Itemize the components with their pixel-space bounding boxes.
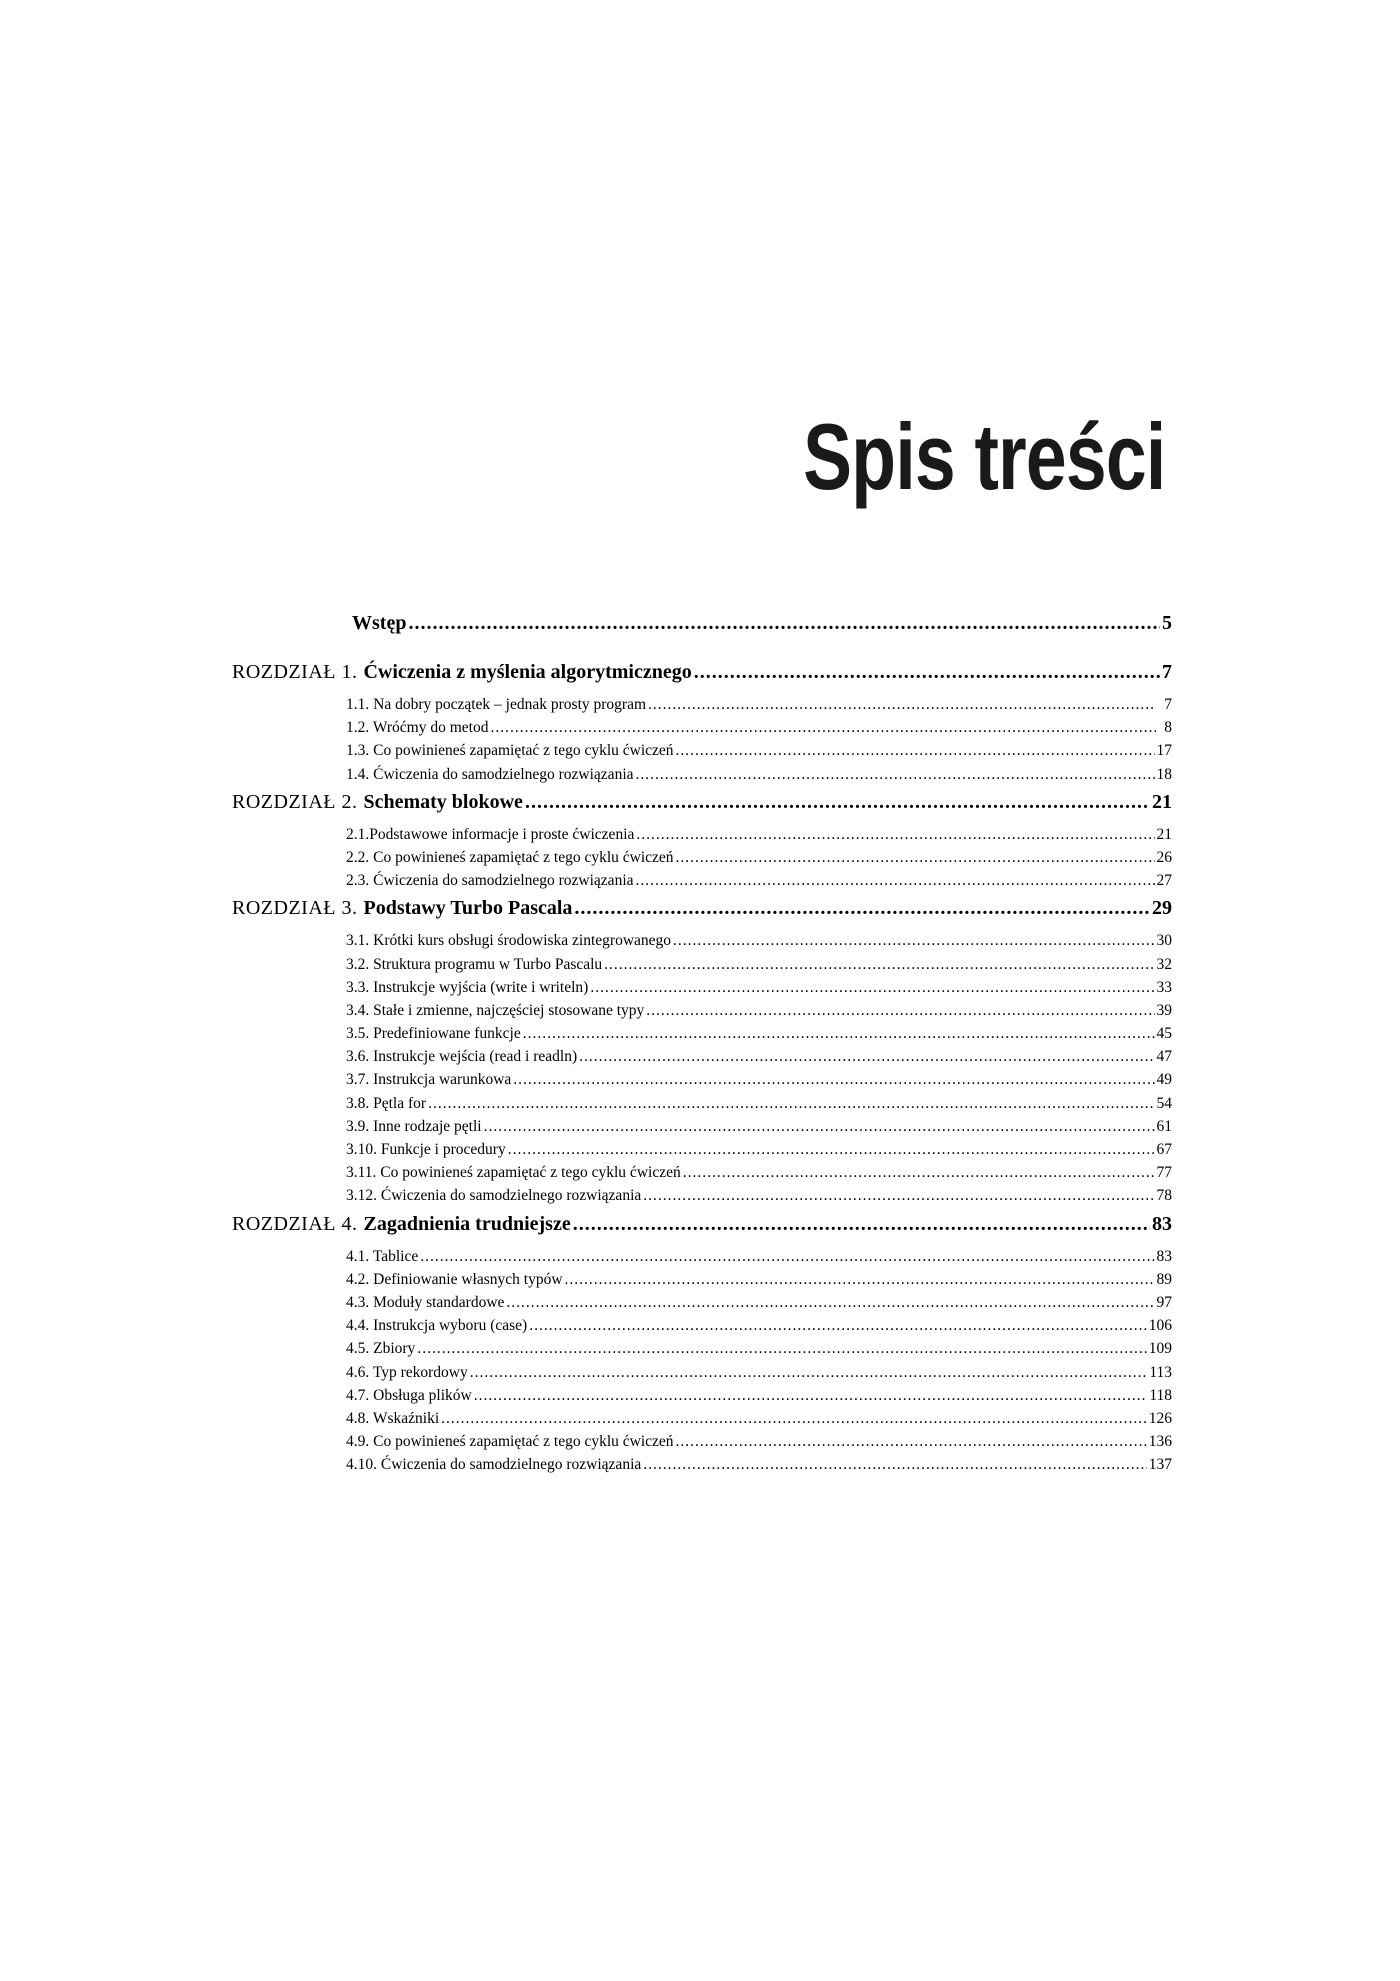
toc-page-number: 8 [1164,719,1172,737]
dot-leader [673,932,1154,950]
toc-page-number: 32 [1156,955,1172,973]
toc-page-number: 26 [1156,848,1172,866]
table-of-contents [232,612,1172,1479]
section-title: 4.8. Wskaźniki [346,1409,440,1427]
toc-page-number: 54 [1156,1094,1172,1112]
dot-leader [506,1294,1154,1312]
dot-leader [428,1095,1154,1113]
toc-section-entry[interactable] [346,1248,1172,1271]
dot-leader [648,696,1156,714]
dot-leader [643,1187,1154,1205]
toc-page-number: 118 [1149,1386,1172,1404]
dot-leader [408,612,1160,635]
toc-section-entry[interactable] [346,872,1172,895]
toc-page-number: 61 [1156,1117,1172,1135]
dot-leader [676,1433,1147,1451]
dot-leader [441,1410,1147,1428]
dot-leader [474,1387,1148,1405]
chapter-prefix: ROZDZIAŁ 1. [232,661,358,683]
dot-leader [574,897,1150,920]
section-title: 1.1. Na dobry początek – jednak prosty program [346,696,647,713]
toc-section-entry[interactable] [346,1187,1172,1210]
dot-leader [525,791,1150,814]
toc-page-number: 97 [1156,1293,1172,1311]
section-title: 3.12. Ćwiczenia do samodzielnego rozwiązania [346,1187,642,1205]
toc-section-entry[interactable] [346,766,1172,789]
toc-entry-title: Wstęp [352,612,407,634]
dot-leader [523,1025,1155,1043]
section-title: 3.11. Co powinieneś zapamiętać z tego cyklu ćwiczeń [346,1164,681,1182]
toc-section-entry[interactable] [346,696,1172,719]
dot-leader [579,1048,1154,1066]
toc-page-number: 7 [1164,696,1172,713]
section-title: 3.4. Stałe i zmienne, najczęściej stosowane typy [346,1001,645,1019]
toc-page-number: 49 [1156,1071,1172,1089]
section-title: 4.5. Zbiory [346,1340,416,1358]
dot-leader [565,1271,1155,1289]
toc-section-entry[interactable] [346,1294,1172,1317]
toc-section-entry[interactable] [346,1433,1172,1456]
section-title: 3.2. Struktura programu w Turbo Pascalu [346,955,603,973]
section-title: 3.3. Instrukcje wyjścia (write i writeln) [346,978,589,996]
section-title: 3.6. Instrukcje wejścia (read i readln) [346,1048,578,1066]
toc-section-entry[interactable] [346,932,1172,955]
toc-page-number: 7 [1162,661,1172,683]
toc-page-number: 113 [1149,1363,1172,1381]
section-title: 4.7. Obsługa plików [346,1386,472,1404]
section-title: 2.3. Ćwiczenia do samodzielnego rozwiązania [346,872,634,890]
toc-section-entry[interactable] [346,1410,1172,1433]
dot-leader [573,1213,1150,1236]
toc-page-number: 89 [1156,1270,1172,1288]
toc-section-entry[interactable] [346,1141,1172,1164]
toc-page-number: 17 [1156,742,1172,760]
dot-leader [683,1164,1155,1182]
dot-leader [484,1118,1155,1136]
section-title: 2.1.Podstawowe informacje i proste ćwiczenia [346,825,635,843]
toc-page-number: 106 [1148,1317,1172,1335]
section-title: 3.1. Krótki kurs obsługi środowiska zintegrowanego [346,932,672,950]
toc-section-entry[interactable] [346,849,1172,872]
chapter-prefix: ROZDZIAŁ 4. [232,1212,358,1235]
toc-chapter-entry[interactable] [232,1213,1172,1248]
section-title: 1.4. Ćwiczenia do samodzielnego rozwiązania [346,765,634,783]
page-title: Spis treści [802,404,1165,509]
section-title: 3.7. Instrukcja warunkowa [346,1071,512,1089]
dot-leader [676,849,1155,867]
toc-page-number: 21 [1152,790,1172,813]
toc-section-entry[interactable] [346,956,1172,979]
chapter-title: Podstawy Turbo Pascala [363,897,573,920]
toc-page-number: 137 [1148,1456,1172,1474]
dot-leader [420,1248,1154,1266]
toc-section-entry[interactable] [346,1002,1172,1025]
section-title: 3.8. Pętla for [346,1094,427,1112]
toc-page-number: 109 [1148,1340,1172,1358]
toc-section-entry[interactable] [346,1118,1172,1141]
chapter-title: Zagadnienia trudniejsze [363,1212,571,1235]
toc-page-number: 67 [1156,1141,1172,1158]
dot-leader [490,719,1156,737]
toc-intro-entry[interactable] [352,612,1172,647]
toc-chapter-entry[interactable] [232,661,1172,696]
toc-page-number: 45 [1156,1025,1172,1043]
toc-page-number: 78 [1156,1187,1172,1205]
section-title: 2.2. Co powinieneś zapamiętać z tego cyklu ćwiczeń [346,848,674,866]
toc-page-number: 83 [1152,1212,1172,1235]
toc-section-entry[interactable] [346,1271,1172,1294]
toc-section-entry[interactable] [346,1095,1172,1118]
section-title: 4.4. Instrukcja wyboru (case) [346,1317,528,1335]
toc-section-entry[interactable] [346,1317,1172,1340]
toc-section-entry[interactable] [346,1025,1172,1048]
toc-page-number: 27 [1156,872,1172,890]
toc-section-entry[interactable] [346,1364,1172,1387]
toc-chapter-entry[interactable] [232,791,1172,826]
dot-leader [417,1340,1146,1358]
toc-page-number: 18 [1156,765,1172,783]
toc-section-entry[interactable] [346,1071,1172,1094]
toc-page-number: 136 [1148,1433,1172,1451]
toc-section-entry[interactable] [346,1456,1172,1479]
dot-leader [636,826,1154,844]
dot-leader [590,979,1154,997]
toc-section-entry[interactable] [346,1164,1172,1187]
toc-page-number: 30 [1156,932,1172,950]
toc-page-number: 5 [1162,612,1172,634]
dot-leader [470,1364,1148,1382]
section-title: 4.6. Typ rekordowy [346,1363,468,1381]
toc-chapter-entry[interactable] [232,897,1172,932]
section-title: 4.9. Co powinieneś zapamiętać z tego cyklu ćwiczeń [346,1433,674,1451]
toc-section-entry[interactable] [346,1340,1172,1363]
toc-section-entry[interactable] [346,1048,1172,1071]
section-title: 1.3. Co powinieneś zapamiętać z tego cyklu ćwiczeń [346,742,674,760]
dot-leader [636,872,1155,890]
section-title: 4.1. Tablice [346,1247,419,1265]
dot-leader [529,1317,1147,1335]
toc-page-number: 29 [1152,897,1172,920]
dot-leader [513,1071,1154,1089]
section-title: 4.10. Ćwiczenia do samodzielnego rozwiązania [346,1456,642,1474]
toc-page-number: 77 [1156,1164,1172,1182]
toc-section-entry[interactable] [346,742,1172,765]
section-title: 3.5. Predefiniowane funkcje [346,1025,521,1043]
dot-leader [604,956,1154,974]
toc-section-entry[interactable] [346,719,1172,742]
dot-leader [676,742,1155,760]
toc-page-number: 126 [1148,1409,1172,1427]
toc-page-number: 47 [1156,1048,1172,1066]
chapter-prefix: ROZDZIAŁ 3. [232,897,358,920]
toc-page-number: 33 [1156,978,1172,996]
chapter-prefix: ROZDZIAŁ 2. [232,790,358,813]
toc-section-entry[interactable] [346,826,1172,849]
dot-leader [646,1002,1154,1020]
toc-section-entry[interactable] [346,979,1172,1002]
dot-leader [636,766,1155,784]
toc-page-number: 21 [1156,825,1172,843]
toc-page-number: 83 [1156,1247,1172,1265]
dot-leader [694,661,1160,684]
dot-leader [643,1456,1147,1474]
toc-section-entry[interactable] [346,1387,1172,1410]
chapter-title: Schematy blokowe [363,790,523,813]
section-title: 1.2. Wróćmy do metod [346,719,489,737]
section-title: 4.3. Moduły standardowe [346,1293,505,1311]
section-title: 3.9. Inne rodzaje pętli [346,1117,482,1135]
chapter-title: Ćwiczenia z myślenia algorytmicznego [363,661,692,683]
section-title: 4.2. Definiowanie własnych typów [346,1270,563,1288]
toc-chapters [232,661,1172,1479]
dot-leader [508,1141,1155,1159]
section-title: 3.10. Funkcje i procedury [346,1141,506,1158]
toc-page-number: 39 [1156,1001,1172,1019]
